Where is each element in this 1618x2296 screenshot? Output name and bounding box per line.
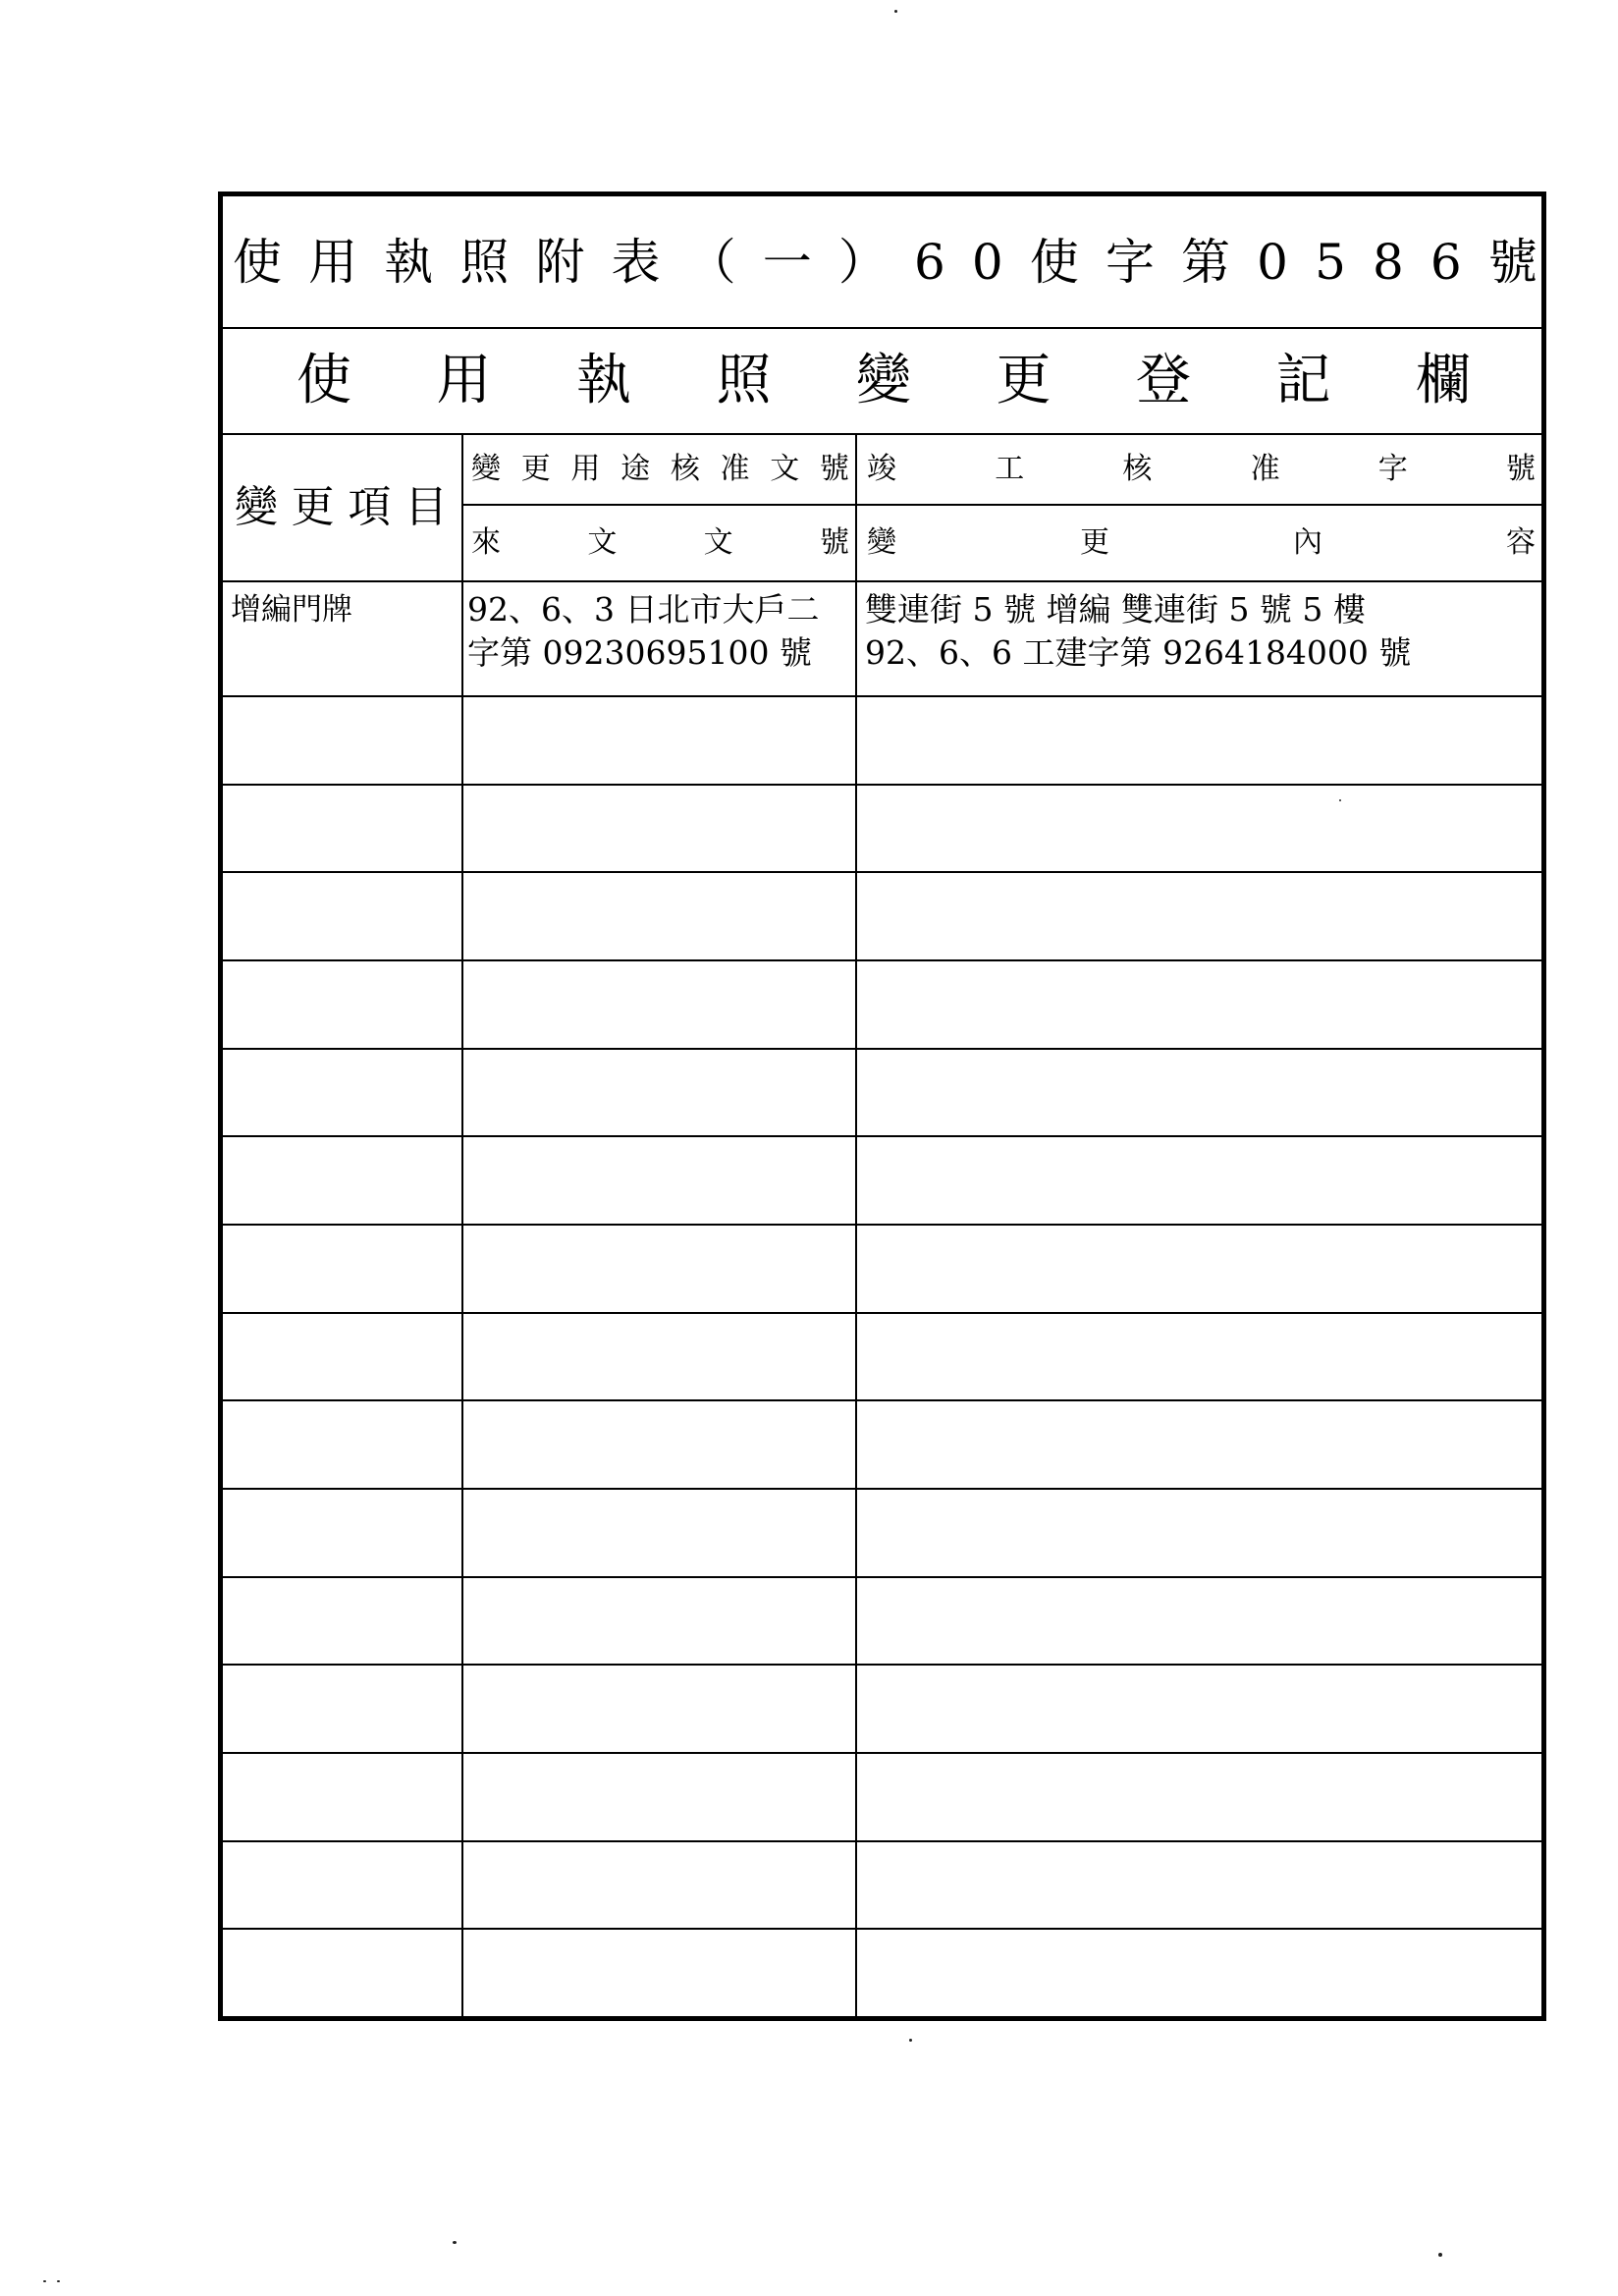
subtitle-char: 用 (436, 349, 492, 412)
empty-rows (223, 697, 1541, 2016)
scan-speck (57, 2280, 60, 2282)
title-char: 第 (1181, 233, 1231, 291)
subtitle-char: 照 (716, 349, 772, 412)
scan-speck (1438, 2253, 1442, 2257)
header-char: 字 (1377, 452, 1408, 486)
form-subtitle (223, 329, 1541, 435)
subtitle-char: 欄 (1416, 349, 1471, 412)
empty-doc-no-cell (463, 1226, 857, 1312)
doc-no-line: 字第 09230695100 號 (467, 633, 812, 672)
empty-doc-no-cell (463, 1401, 857, 1488)
header-approval-doc-no (463, 435, 857, 506)
empty-doc-no-cell (463, 1050, 857, 1136)
header-char: 准 (1250, 452, 1280, 486)
title-char: 執 (384, 233, 434, 291)
empty-doc-no-cell (463, 873, 857, 959)
empty-change-item-cell (223, 1930, 463, 2016)
subtitle-char: 變 (856, 349, 911, 412)
empty-change-item-cell (223, 1490, 463, 1576)
empty-row (223, 1490, 1541, 1578)
header-incoming-doc-no (463, 506, 857, 580)
form-title (223, 196, 1541, 329)
empty-doc-no-cell (463, 786, 857, 872)
empty-row (223, 1930, 1541, 2016)
title-char: 照 (459, 233, 510, 291)
header-completion-no (857, 435, 1541, 506)
subtitle-char: 使 (297, 349, 351, 412)
title-char: 0 (1257, 233, 1288, 291)
header-char: 文 (770, 452, 800, 486)
empty-change-item-cell (223, 1578, 463, 1665)
empty-change-item-cell (223, 961, 463, 1048)
empty-doc-no-cell (463, 1314, 857, 1400)
empty-change-content-cell (857, 1401, 1541, 1488)
header-char: 准 (720, 452, 750, 486)
title-char: 字 (1105, 233, 1155, 291)
header-char: 用 (570, 452, 601, 486)
empty-row (223, 1842, 1541, 1931)
usage-permit-change-form (218, 191, 1546, 2021)
header-char: 文 (703, 525, 733, 560)
empty-row (223, 1050, 1541, 1138)
empty-row (223, 1401, 1541, 1490)
empty-change-content-cell (857, 1226, 1541, 1312)
title-char: 5 (1315, 233, 1346, 291)
header-char: 核 (670, 452, 700, 486)
title-char: 8 (1373, 233, 1404, 291)
subtitle-char: 更 (996, 349, 1052, 412)
empty-doc-no-cell (463, 1490, 857, 1576)
empty-change-item-cell (223, 786, 463, 872)
header-char: 更 (291, 482, 335, 532)
empty-change-item-cell (223, 1842, 463, 1929)
title-char: 號 (1487, 233, 1537, 291)
empty-row (223, 1226, 1541, 1314)
header-change-content (857, 506, 1541, 580)
title-char: 附 (535, 233, 585, 291)
empty-change-item-cell (223, 1401, 463, 1488)
header-char: 途 (620, 452, 651, 486)
title-char: 6 (1429, 233, 1462, 291)
scan-speck (43, 2280, 46, 2282)
change-item-cell (223, 582, 463, 695)
header-char: 容 (1506, 525, 1536, 560)
empty-change-content-cell (857, 1314, 1541, 1400)
empty-row (223, 873, 1541, 961)
empty-row (223, 961, 1541, 1050)
empty-change-content-cell (857, 873, 1541, 959)
scan-speck (1339, 799, 1341, 801)
empty-change-item-cell (223, 1137, 463, 1224)
change-item-text: 增編門牌 (231, 592, 352, 628)
empty-doc-no-cell (463, 1754, 857, 1840)
empty-change-content-cell (857, 1490, 1541, 1576)
title-char: （ (686, 233, 736, 291)
empty-change-content-cell (857, 1842, 1541, 1929)
change-content-line: 雙連街 5 號 增編 雙連街 5 號 5 樓 (865, 590, 1366, 629)
title-char: 一 (762, 233, 812, 291)
header-char: 號 (1505, 452, 1536, 486)
empty-change-content-cell (857, 1578, 1541, 1665)
title-char: 用 (308, 233, 358, 291)
title-char: ） (837, 233, 888, 291)
header-char: 項 (348, 482, 392, 532)
empty-doc-no-cell (463, 1137, 857, 1224)
empty-row (223, 1314, 1541, 1402)
empty-change-content-cell (857, 1930, 1541, 2016)
header-char: 號 (819, 525, 849, 560)
title-char: 使 (1029, 233, 1079, 291)
empty-change-item-cell (223, 1050, 463, 1136)
title-char: 0 (971, 233, 1003, 291)
empty-change-content-cell (857, 1137, 1541, 1224)
empty-change-content-cell (857, 697, 1541, 784)
title-char: 表 (611, 233, 661, 291)
empty-change-content-cell (857, 961, 1541, 1048)
empty-doc-no-cell (463, 1578, 857, 1665)
empty-doc-no-cell (463, 961, 857, 1048)
scan-speck (894, 10, 897, 13)
title-char: 使 (233, 233, 282, 291)
empty-doc-no-cell (463, 697, 857, 784)
header-char: 工 (995, 452, 1025, 486)
empty-row (223, 1754, 1541, 1842)
title-char: 6 (913, 233, 945, 291)
empty-change-content-cell (857, 1666, 1541, 1752)
empty-doc-no-cell (463, 1666, 857, 1752)
empty-doc-no-cell (463, 1930, 857, 2016)
empty-doc-no-cell (463, 1842, 857, 1929)
scan-speck (453, 2241, 457, 2244)
header-char: 變 (471, 452, 501, 486)
empty-change-item-cell (223, 1754, 463, 1840)
header-char: 核 (1122, 452, 1153, 486)
doc-no-cell (463, 582, 857, 695)
subtitle-char: 記 (1275, 349, 1331, 412)
change-content-line: 92、6、6 工建字第 9264184000 號 (865, 633, 1412, 672)
empty-change-content-cell (857, 1754, 1541, 1840)
header-char: 文 (587, 525, 618, 560)
change-content-cell (857, 582, 1541, 695)
empty-row (223, 697, 1541, 786)
table-row (223, 582, 1541, 697)
subtitle-char: 執 (576, 349, 631, 412)
empty-row (223, 1578, 1541, 1667)
empty-change-item-cell (223, 1666, 463, 1752)
empty-row (223, 1137, 1541, 1226)
doc-no-line: 92、6、3 日北市大戶二 (467, 590, 820, 629)
empty-row (223, 786, 1541, 874)
header-char: 變 (235, 482, 278, 532)
subtitle-char: 登 (1136, 349, 1191, 412)
header-char: 內 (1293, 525, 1322, 560)
header-char: 更 (520, 452, 551, 486)
empty-row (223, 1666, 1541, 1754)
header-change-item (223, 435, 463, 580)
header-char: 號 (819, 452, 849, 486)
empty-change-item-cell (223, 873, 463, 959)
empty-change-content-cell (857, 786, 1541, 872)
table-header (223, 435, 1541, 582)
header-char: 來 (471, 525, 501, 560)
header-char: 變 (867, 525, 896, 560)
header-char: 更 (1080, 525, 1109, 560)
empty-change-item-cell (223, 697, 463, 784)
header-char: 目 (404, 482, 448, 532)
empty-change-content-cell (857, 1050, 1541, 1136)
empty-change-item-cell (223, 1314, 463, 1400)
empty-change-item-cell (223, 1226, 463, 1312)
header-char: 竣 (867, 452, 896, 486)
scan-speck (909, 2039, 912, 2042)
